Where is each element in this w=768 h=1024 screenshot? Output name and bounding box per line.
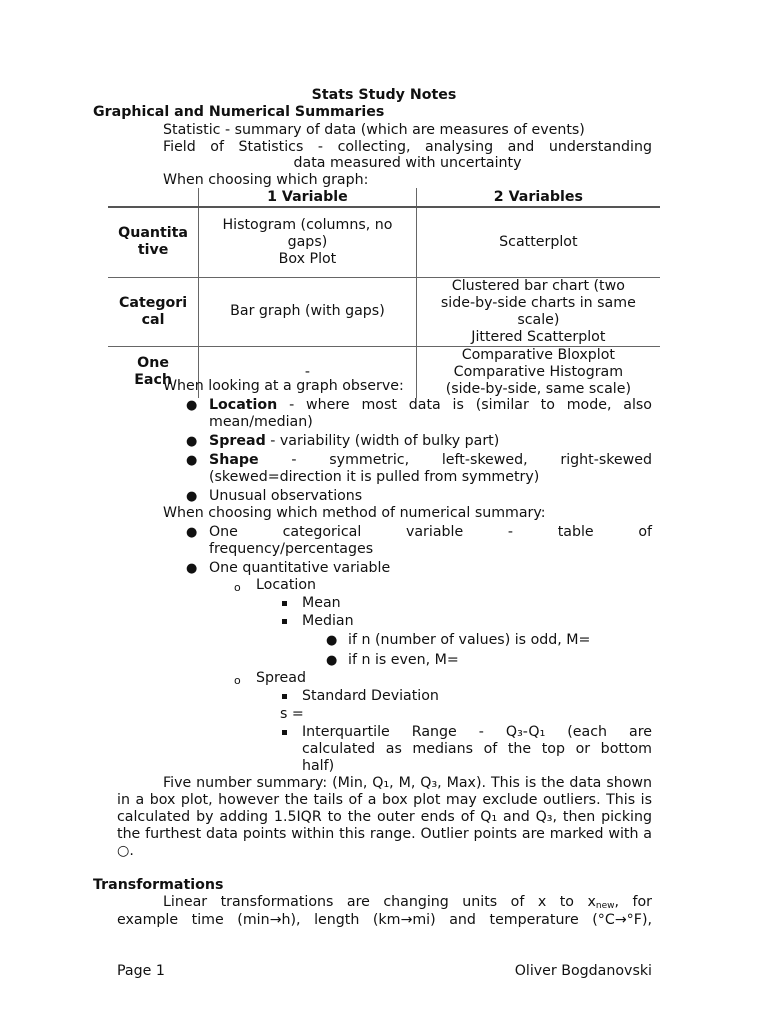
page-number: Page 1 [117,963,165,979]
cell-categorical-1var: Bar graph (with gaps) [199,277,417,346]
table-row [108,207,660,277]
spread-item: Spread [256,670,306,686]
location-line1: Location - where most data is (similar to mode, also [209,397,652,413]
bullet-icon: ● [326,633,338,648]
square-bullet-icon [282,730,287,735]
square-bullet-icon [282,619,287,624]
graph-choice-table [108,188,660,398]
location-line2: mean/median) [209,414,313,430]
document-title: Stats Study Notes [311,87,457,103]
unusual-observations: Unusual observations [209,488,363,504]
numerical-intro: When choosing which method of numerical summary: [163,505,546,521]
cell-quantitative-1var: Histogram (columns, no gaps) Box Plot [199,207,417,277]
iqr-line1: Interquartile Range - Q₃-Q₁ (each are [302,724,652,740]
field-definition-line2: data measured with uncertainty [293,155,522,171]
section-heading: Graphical and Numerical Summaries [93,104,385,120]
transformations-heading: Transformations [93,877,224,893]
standard-deviation-item: Standard Deviation [302,688,439,704]
linear-line1: Linear transformations are changing units of x to $x_{new}$, for [163,894,652,911]
square-bullet-icon [282,601,287,606]
table-header-2-variables: 2 Variables [416,188,660,207]
spread-line: Spread - variability (width of bulky part) [209,433,500,449]
shape-line1: Shape - symmetric, left-skewed, right-skewed [209,452,652,468]
circle-bullet-icon: o [234,674,241,687]
row-header-quantitative: Quantita tive [108,207,199,277]
table-header-empty [108,188,199,207]
linear-line2: example time (min→h), length (km→mi) and temperature (°C→°F), [117,912,652,928]
row-header-one-each: One Each [134,355,172,388]
bullet-icon: ● [186,434,198,449]
circle-bullet-icon: o [234,581,241,594]
bullet-icon: ● [186,489,198,504]
row-header-categorical: Categori cal [108,277,199,346]
bullet-icon: ● [186,453,198,468]
observe-intro: When looking at a graph observe: [163,378,404,394]
iqr-line3: half) [302,758,335,774]
shape-line2: (skewed=direction it is pulled from symmetry) [209,469,540,485]
author-name: Oliver Bogdanovski [514,963,652,979]
median-even: if n is even, M= [348,652,459,668]
categorical-line2: frequency/percentages [209,541,374,557]
location-item: Location [256,577,317,593]
square-bullet-icon [282,694,287,699]
s-equals: s = [280,706,304,722]
bullet-icon: ● [186,561,198,576]
bullet-icon: ● [186,398,198,413]
mean-item: Mean [302,595,341,611]
cell-categorical-2var: Clustered bar chart (two side-by-side charts in same scale) Jittered Scatterplot [416,277,660,346]
categorical-line1: One categorical variable - table of [209,524,652,540]
table-header-1-variable: 1 Variable [199,188,417,207]
five-number-summary-paragraph: Five number summary: (Min, Q₁, M, Q₃, Max). This is the data shown in a box plot, however the tails of a box plot may exclude outliers. This is calculated by adding 1.5IQR to the outer ends of Q₁ and Q₃, then picking the furthest data points within this range. Outlier points are marked with a ○. [117,775,652,859]
quantitative-item: One quantitative variable [209,560,391,576]
cell-one-each-1var: - [199,346,417,398]
table-row [108,277,660,346]
choose-graph-text: When choosing which graph: [163,172,369,188]
cell-quantitative-2var: Scatterplot [416,207,660,277]
bullet-icon: ● [326,653,338,668]
field-definition-line1: Field of Statistics - collecting, analysing and understanding [163,139,652,155]
bullet-icon: ● [186,525,198,540]
cell-one-each-2var: Comparative Bloxplot Comparative Histogram (side-by-side, same scale) [416,346,660,398]
iqr-line2: calculated as medians of the top or bottom [302,741,652,757]
median-odd: if n (number of values) is odd, M= [348,632,591,648]
statistic-definition: Statistic - summary of data (which are measures of events) [163,122,585,138]
median-item: Median [302,613,354,629]
